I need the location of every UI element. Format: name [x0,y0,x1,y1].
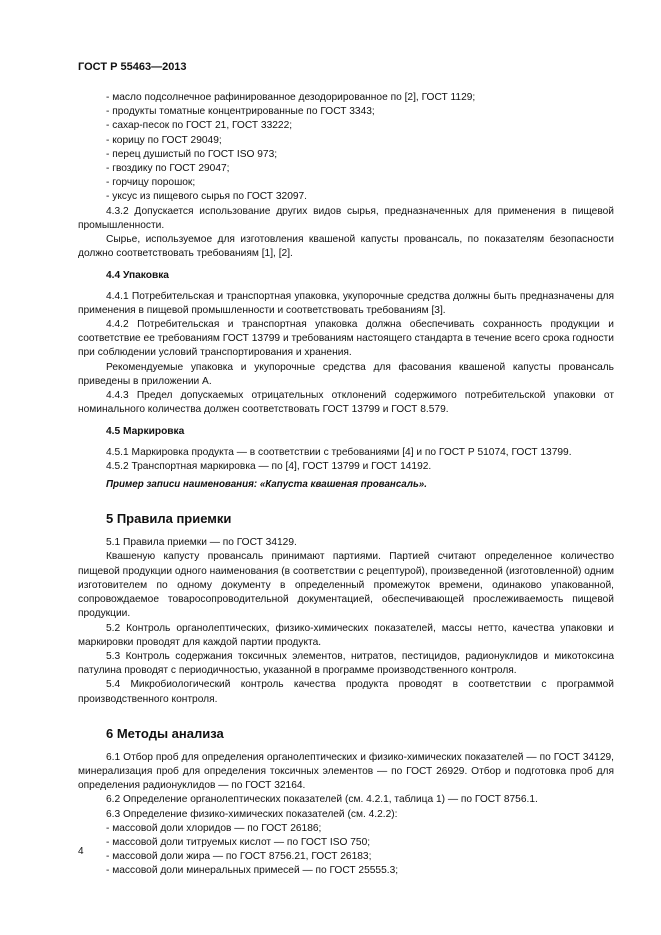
naming-example: Пример записи наименования: «Капуста квашеная провансаль». [106,479,427,491]
paragraph-6-1: 6.1 Отбор проб для определения органолептических и физико-химических показателей — по ГОСТ 34129, минерализация проб для определения токсичных элементов — по ГОСТ 26929. Отбор и подготовка проб для определения радионуклидов — по ГОСТ 32164. [78,751,614,792]
list-item: - гвоздику по ГОСТ 29047; [106,163,230,175]
section-heading-4-5: 4.5 Маркировка [106,426,185,438]
paragraph-4-5-2: 4.5.2 Транспортная маркировка — по [4], ГОСТ 13799 и ГОСТ 14192. [106,460,432,472]
list-item: - массовой доли минеральных примесей — по ГОСТ 25555.3; [106,865,399,877]
list-item: - горчицу порошок; [106,177,196,189]
list-item: - продукты томатные концентрированные по ГОСТ 3343; [106,106,375,118]
section-heading-5: 5 Правила приемки [106,511,232,527]
list-item: - перец душистый по ГОСТ ISO 973; [106,148,278,160]
paragraph-4-4-3: 4.4.3 Предел допускаемых отрицательных отклонений содержимого потребительской упаковки от номинального количества должен соответствовать ГОСТ 13799 и ГОСТ 8.579. [78,390,614,416]
page-number: 4 [78,846,84,857]
paragraph-4-4-1: 4.4.1 Потребительская и транспортная упаковка, укупорочные средства должны быть предназначены для применения в пищевой промышленности и соответствовать требованиям [3]. [78,290,614,316]
paragraph-raw-materials-safety: Сырье, используемое для изготовления квашеной капусты провансаль, по показателям безопасности должно соответствовать требованиям [1], [2]. [78,234,614,260]
paragraph-4-4-2: 4.4.2 Потребительская и транспортная упаковка должна обеспечивать сохранность продукции и соответствие ее требованиям ГОСТ 13799 и требованиям настоящего стандарта в течение всего срока годности при соблюдении условий транспортирования и хранения. [78,319,614,359]
paragraph-batch-definition: Квашеную капусту провансаль принимают партиями. Партией считают определенное количество пищевой продукции одного наименования (в соответствии с рецептурой), произведенной (изготовленной) одним изготовителем по одному документу в определенный промежуток времени, одинаково упакованной, сопровождаемое товаросопроводительной документацией, обеспечивающей прослеживаемость пищевой продукции. [78,551,614,620]
section-heading-4-4: 4.4 Упаковка [106,270,169,282]
list-item: - сахар-песок по ГОСТ 21, ГОСТ 33222; [106,120,293,132]
list-item: - массовой доли титруемых кислот — по ГОСТ ISO 750; [106,836,371,848]
paragraph-6-3: 6.3 Определение физико-химических показателей (см. 4.2.2): [106,808,398,820]
document-body [78,91,614,879]
list-item: - масло подсолнечное рафинированное дезодорированное по [2], ГОСТ 1129; [106,92,476,103]
paragraph-recommended-packaging: Рекомендуемые упаковка и укупорочные средства для фасования квашеной капусты провансаль приведены в приложении А. [78,361,614,387]
paragraph-6-2: 6.2 Определение органолептических показателей (см. 4.2.1, таблица 1) — по ГОСТ 8756.1. [106,794,538,806]
paragraph-5-1: 5.1 Правила приемки — по ГОСТ 34129. [106,537,297,549]
section-heading-6: 6 Методы анализа [106,725,224,741]
paragraph-4-5-1: 4.5.1 Маркировка продукта — в соответствии с требованиями [4] и по ГОСТ Р 51074, ГОСТ 13799. [106,446,572,458]
paragraph-5-3: 5.3 Контроль содержания токсичных элементов, нитратов, пестицидов, радионуклидов и микотоксина патулина проводят с периодичностью, указанной в программе производственного контроля. [78,650,614,677]
paragraph-5-4: 5.4 Микробиологический контроль качества продукта проводят в соответствии с программой производственного контроля. [78,679,614,705]
list-item: - массовой доли жира — по ГОСТ 8756.21, ГОСТ 26183; [106,851,372,863]
list-item: - уксус из пищевого сырья по ГОСТ 32097. [106,191,308,203]
document-header: ГОСТ Р 55463—2013 [78,61,187,73]
paragraph-4-3-2: 4.3.2 Допускается использование других видов сырья, предназначенных для применения в пищевой промышленности. [78,205,614,231]
list-item: - корицу по ГОСТ 29049; [106,134,222,146]
list-item: - массовой доли хлоридов — по ГОСТ 26186; [106,822,322,834]
paragraph-5-2: 5.2 Контроль органолептических, физико-химических показателей, массы нетто, качества упаковки и маркировки проводят для каждой партии продукта. [78,622,614,648]
